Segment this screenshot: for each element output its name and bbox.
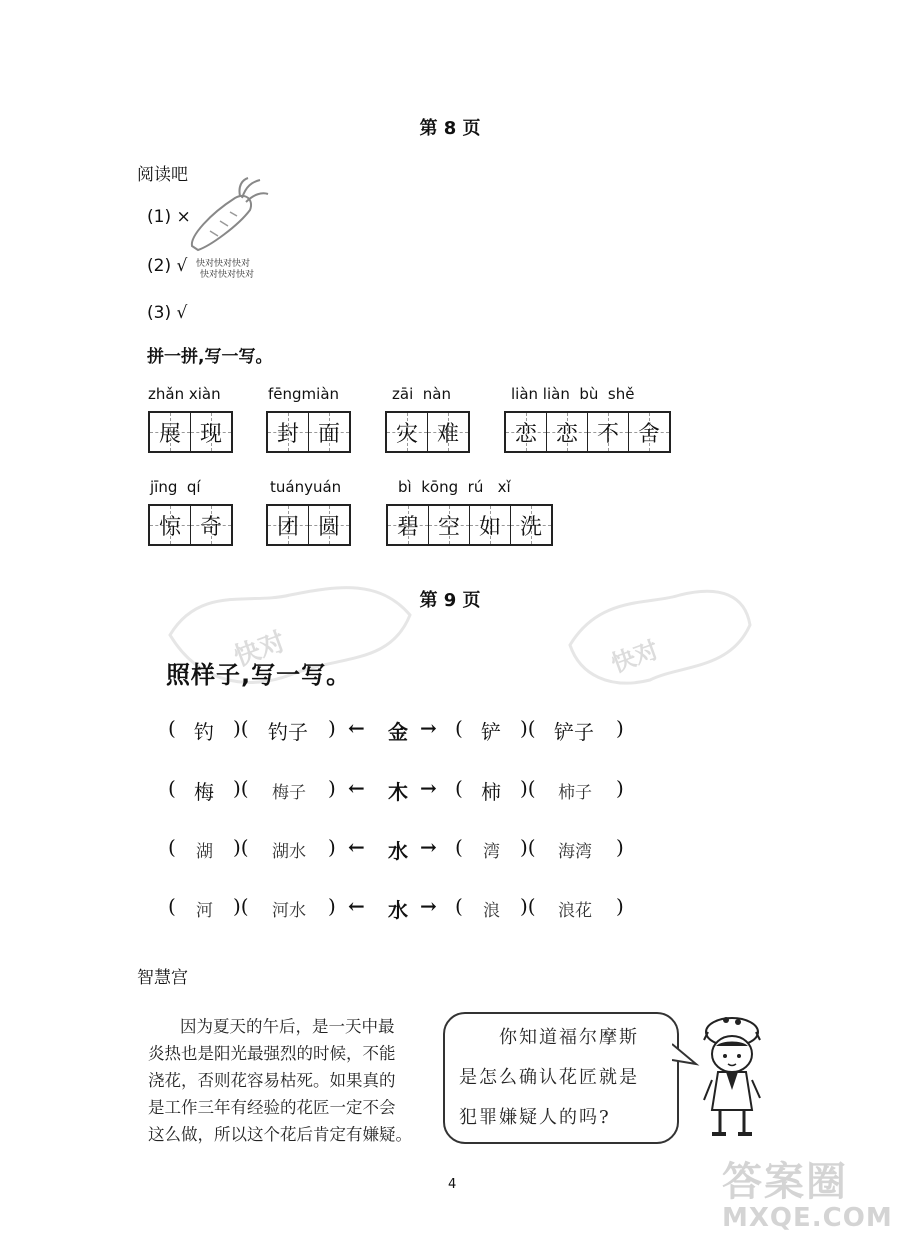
bubble-line: 犯罪嫌疑人的吗?	[459, 1107, 611, 1128]
bubble-tail-icon	[672, 1040, 700, 1070]
wisdom-heading: 智慧宫	[137, 968, 188, 988]
char-cell: 恋	[547, 413, 588, 451]
answer-line: 炎热也是阳光最强烈的时候，不能	[148, 1044, 396, 1063]
char-cell: 如	[470, 506, 511, 544]
bubble-line: 你知道福尔摩斯	[499, 1027, 639, 1048]
right-arrow: →	[420, 716, 437, 740]
left-arrow: ←	[348, 835, 365, 859]
char-cell: 舍	[629, 413, 669, 451]
svg-text:快对: 快对	[230, 626, 290, 673]
pinyin-label: liàn liàn bù shě	[511, 385, 635, 403]
bubble-line: 是怎么确认花匠就是	[459, 1067, 639, 1088]
char-cell: 不	[588, 413, 629, 451]
char-grid	[148, 411, 233, 453]
page-title-9: 第 9 页	[419, 590, 481, 611]
pinyin-label: zhǎn xiàn	[148, 385, 221, 403]
answer-word: 湖水	[272, 842, 306, 862]
detective-cartoon-icon	[698, 1010, 768, 1140]
page-title-8: 第 8 页	[419, 118, 481, 139]
answer-char: 湾	[483, 842, 500, 862]
watermark-line-2: MXQE.COM	[722, 1203, 893, 1233]
handwritten-note	[196, 259, 254, 281]
answer-char: 柿	[481, 780, 501, 804]
answer-char: 浪	[483, 901, 500, 921]
watermark-logo-icon	[560, 575, 760, 695]
char-grid	[148, 504, 233, 546]
answer-word: 河水	[272, 901, 306, 921]
left-arrow: ←	[348, 716, 365, 740]
pinyin-label: tuányuán	[270, 478, 342, 496]
page-number: 4	[448, 1177, 457, 1192]
char-cell: 恋	[506, 413, 547, 451]
reading-answer-3: (3) √	[147, 303, 188, 323]
answer-line: 是工作三年有经验的花匠一定不会	[148, 1098, 396, 1117]
speech-bubble	[443, 1012, 679, 1144]
char-grid	[386, 504, 553, 546]
char-cell: 圆	[309, 506, 349, 544]
right-arrow: →	[420, 776, 437, 800]
answer-char: 湖	[196, 842, 213, 862]
char-cell: 碧	[388, 506, 429, 544]
char-cell: 奇	[191, 506, 231, 544]
reading-answer-1: (1) ×	[147, 207, 191, 227]
reading-answer-2: (2) √	[147, 256, 188, 276]
pinyin-label: jīng qí	[150, 478, 201, 496]
left-arrow: ←	[348, 894, 365, 918]
answer-line: 这么做，所以这个花后肯定有嫌疑。	[148, 1125, 412, 1144]
right-arrow: →	[420, 835, 437, 859]
wisdom-answer	[148, 1013, 438, 1148]
root-char: 水	[388, 898, 408, 922]
answer-char: 梅	[194, 780, 214, 804]
char-cell: 团	[268, 506, 309, 544]
answer-char: 钓	[194, 720, 214, 744]
char-cell: 面	[309, 413, 349, 451]
char-grid	[385, 411, 470, 453]
root-char: 水	[388, 839, 408, 863]
answer-line: 因为夏天的午后，是一天中最	[180, 1017, 395, 1036]
note-line-2: 快对快对快对	[200, 270, 255, 280]
char-cell: 封	[268, 413, 309, 451]
answer-char: 河	[196, 901, 213, 921]
char-cell: 展	[150, 413, 191, 451]
answer-word: 铲子	[554, 720, 594, 744]
answer-line: 浇花，否则花容易枯死。如果真的	[148, 1071, 396, 1090]
answer-word: 浪花	[558, 901, 592, 921]
reading-heading: 阅读吧	[137, 165, 188, 185]
note-line-1: 快对快对快对	[196, 259, 251, 269]
answer-word: 梅子	[272, 783, 306, 803]
left-arrow: ←	[348, 776, 365, 800]
right-arrow: →	[420, 894, 437, 918]
answer-word: 钓子	[268, 720, 308, 744]
char-grid	[266, 411, 351, 453]
pinyin-label: zāi nàn	[392, 385, 451, 403]
svg-text:快对: 快对	[607, 635, 663, 679]
carrot-doodle-icon	[180, 176, 270, 256]
char-grid	[504, 411, 671, 453]
copy-heading: 照样子,写一写。	[166, 661, 352, 689]
root-char: 木	[388, 780, 408, 804]
char-cell: 洗	[511, 506, 551, 544]
char-cell: 惊	[150, 506, 191, 544]
char-cell: 空	[429, 506, 470, 544]
pinyin-label: bì kōng rú xǐ	[398, 478, 511, 496]
char-cell: 现	[191, 413, 231, 451]
answer-word: 海湾	[558, 842, 592, 862]
pinyin-label: fēngmiàn	[268, 385, 340, 403]
answer-char: 铲	[481, 720, 501, 744]
char-grid	[266, 504, 351, 546]
root-char: 金	[388, 720, 408, 744]
watermark-line-1: 答案圈	[722, 1159, 848, 1205]
char-cell: 灾	[387, 413, 428, 451]
site-watermark	[722, 1150, 892, 1240]
answer-word: 柿子	[558, 783, 592, 803]
pinyin-heading: 拼一拼,写一写。	[147, 347, 273, 367]
char-cell: 难	[428, 413, 468, 451]
